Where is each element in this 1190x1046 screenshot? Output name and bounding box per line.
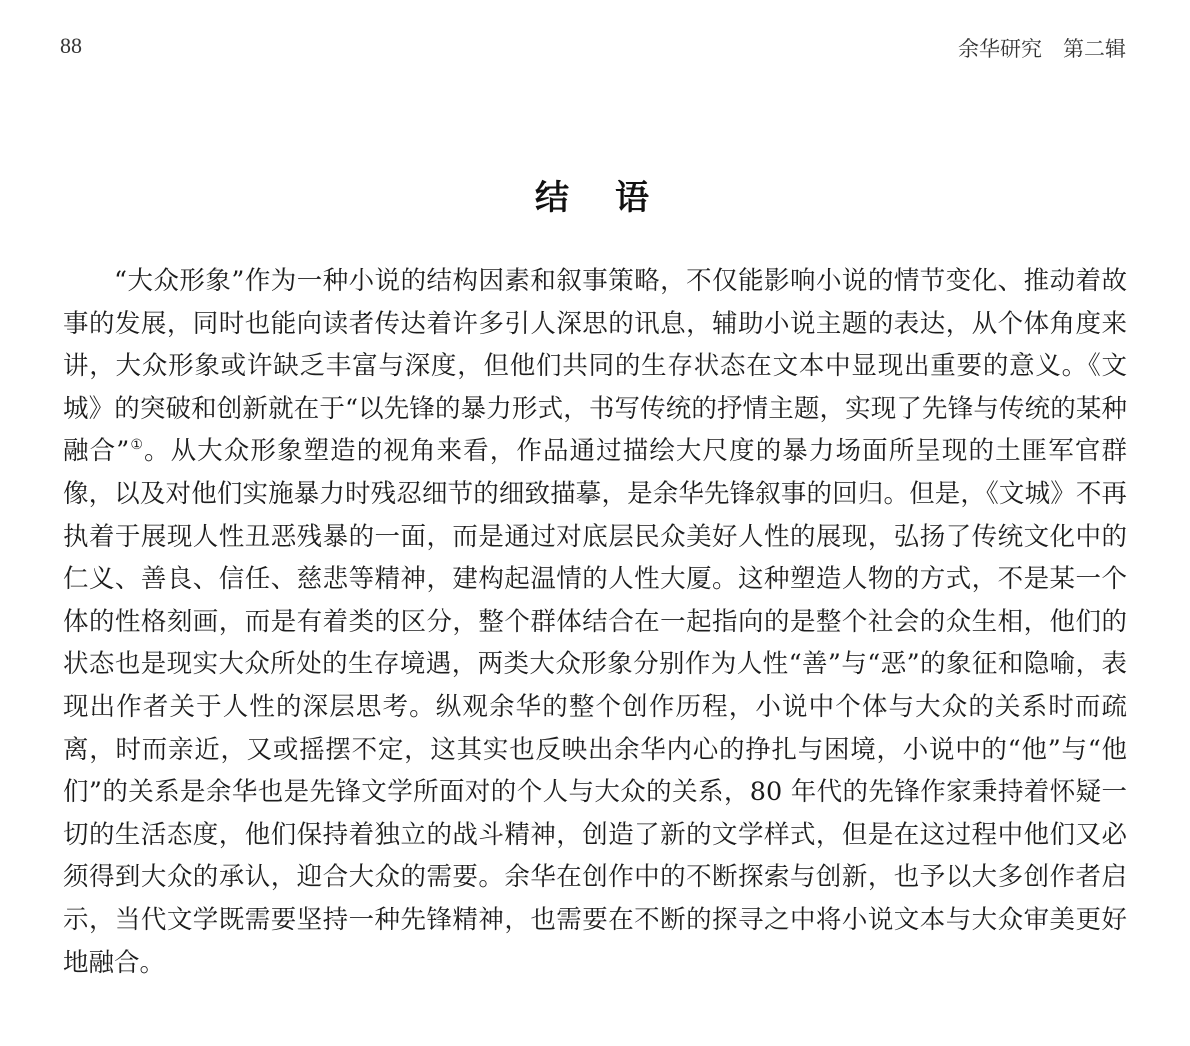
body-text	[63, 260, 1127, 984]
section-title: 结 语	[535, 178, 655, 218]
paragraph	[63, 260, 1127, 984]
page-number: 88	[60, 33, 82, 58]
footnote-marker[interactable]: ①	[129, 437, 144, 454]
running-head: 余华研究 第二辑	[958, 37, 1126, 61]
paragraph-text-part2: 。从大众形象塑造的视角来看，作品通过描绘大尺度的暴力场面所呈现的土匪军官群像，以及对他们实施暴力时残忍细节的细致描摹，是余华先锋叙事的回归。但是，《文城》不再执着于展现人性丑恶残暴的一面，而是通过对底层民众美好人性的展现，弘扬了传统文化中的仁义、善良、信任、慈悲等精神，建构起温情的人性大厦。这种塑造人物的方式，不是某一个体的性格刻画，而是有着类的区分，整个群体结合在一起指向的是整个社会的众生相，他们的状态也是现实大众所处的生存境遇，两类大众形象分别作为人性“善”与“恶”的象征和隐喻，表现出作者关于人性的深层思考。纵观余华的整个创作历程，小说中个体与大众的关系时而疏离，时而亲近，又或摇摆不定，这其实也反映出余华内心的挣扎与困境，小说中的“他”与“他们”的关系是余华也是先锋文学所面对的个人与大众的关系，80 年代的先锋作家秉持着怀疑一切的生活态度，他们保持着独立的战斗精神，创造了新的文学样式，但是在这过程中他们又必须得到大众的承认，迎合大众的需要。余华在创作中的不断探索与创新，也予以大多创作者启示，当代文学既需要坚持一种先锋精神，也需要在不断的探寻之中将小说文本与大众审美更好地融合。	[63, 436, 1127, 978]
paragraph-text-part1: “大众形象”作为一种小说的结构因素和叙事策略，不仅能影响小说的情节变化、推动着故事的发展，同时也能向读者传达着许多引人深思的讯息，辅助小说主题的表达，从个体角度来讲，大众形象或许缺乏丰富与深度，但他们共同的生存状态在文本中显现出重要的意义。《文城》的突破和创新就在于“以先锋的暴力形式，书写传统的抒情主题，实现了先锋与传统的某种融合”	[63, 266, 1127, 467]
page-header	[60, 33, 1126, 63]
